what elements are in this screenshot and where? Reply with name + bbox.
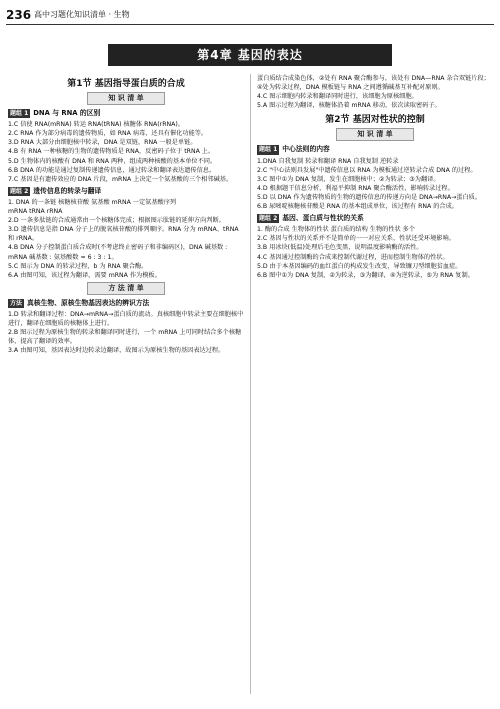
topic-heading — [257, 145, 493, 154]
answer-line: 3.C 图中①为 DNA 复制，发生在细胞核中；②为转录；③为翻译。 — [257, 175, 440, 183]
answer-line: mRNA tRNA rRNA — [8, 208, 63, 216]
answer-line: 2.D 一条多肽链的合成通常由一个核糖体完成；根据图示肽链的延伸方向判断。 — [8, 217, 225, 225]
answer-line: 6.B DNA 的功能是通过复制传递遗传信息，通过转录和翻译表达遗传信息。 — [8, 166, 216, 174]
answer-line: 2.C "中心法则具发展"中遗传信息以 RNA 为模板通过逆转录合成 DNA 的过程。 — [257, 166, 477, 174]
answer-line: 4.C 基因通过控制酶的合成来控制代谢过程，进而控制生物体的性状。 — [257, 253, 449, 261]
answer-line: 1. DNA 的一条链 核糖核苷酸 氨基酸 mRNA 一定氨基酸序列 — [8, 198, 177, 206]
answer-line: 6.B 尿嘧啶核糖核苷酸是 RNA 的基本组成单位，该过程有 RNA 的合成。 — [257, 203, 458, 211]
right-column — [257, 74, 493, 280]
answer-line: 1.DNA 自我复制 转录和翻译 RNA 自我复制 逆转录 — [257, 157, 399, 165]
answer-line: 5.D 由于本基因编码的血红蛋白的构成发生改变，导致镰刀型细胞贫血症。 — [257, 262, 462, 270]
answer-line: 5.D 以 DNA 作为遗传物质的生物的遗传信息的传递方向是 DNA→RNA→蛋白质。 — [257, 193, 482, 201]
answer-line: 5.C 图示为 DNA 的转录过程，b 为 RNA 聚合酶。 — [8, 262, 148, 270]
answer-line: 1. 酶的合成 生物体的性状 蛋白质的结构 生物的性状 多个 — [257, 226, 416, 234]
page-header — [0, 0, 500, 40]
topic-title: 中心法则的内容 — [282, 145, 330, 154]
answer-line: 1.C 信使 RNA(mRNA) 转运 RNA(tRNA) 核糖体 RNA(rRNA)。 — [8, 121, 184, 129]
answer-line: 4.C 图示细胞内转录和翻译同时进行，该细胞为原核细胞。 — [257, 93, 418, 101]
answer-line: 5.A 图示过程为翻译，核糖体沿着 mRNA 移动，依次读取密码子。 — [257, 102, 441, 110]
topic-title: 真核生物、原核生物基因表达的辨识方法 — [27, 298, 150, 307]
answer-line: 4.B DNA 分子控制蛋白质合成时(不考虑终止密码子和非编码区)，DNA 碱基数 : mRNA 碱基数 : 氨基酸数 = 6 : 3 : 1。 — [8, 244, 228, 261]
knowledge-banner: 知 识 清 单 — [336, 128, 414, 141]
page-number: 236 — [6, 8, 32, 22]
answer-line: 6.B 图中①为 DNA 复制，②为转录，③为翻译，④为逆转录，⑤为 RNA 复制。 — [257, 271, 474, 279]
answer-line: 3.D RNA 大部分由细胞核中转录，DNA 是双链，RNA 一般是单链。 — [8, 139, 197, 147]
topic-heading — [8, 299, 244, 308]
topic-tag: 题组 2 — [259, 215, 278, 223]
topic-title: DNA 与 RNA 的区别 — [33, 109, 101, 118]
answer-line: 7.C 基因是有遗传效应的 DNA 片段，mRNA 上决定一个氨基酸的三个相邻碱基。 — [8, 175, 233, 183]
section-title: 第1节 基因指导蛋白质的合成 — [67, 79, 185, 89]
topic-heading — [8, 109, 244, 118]
answer-line: 3.B 用冰块(低温)处理后毛色变黑，说明温度影响酶的活性。 — [257, 244, 423, 252]
answer-line: 2.C RNA 作为部分病毒的遗传物质，如 RNA 病毒，还具有催化功能等。 — [8, 130, 208, 138]
answer-line: 蛋白质结合成染色体，②处有 RNA 聚合酶参与，该处有 DNA—RNA 杂合双链片段；④处为转录过程，DNA 模板链与 RNA 之间遵循碱基互补配对原则。 — [257, 75, 490, 92]
answer-line: 4.D 根据题干信息分析，利福平抑制 RNA 聚合酶活性，影响转录过程。 — [257, 184, 454, 192]
method-banner: 方 法 清 单 — [87, 282, 165, 295]
answer-line: 3.D 遗传信息是指 DNA 分子上的脱氧核苷酸的排列顺序。RNA 分为 mRNA、tRNA 和 rRNA。 — [8, 226, 239, 243]
header-rule — [6, 24, 494, 25]
answer-line: 3.A 由图可知，基因表达时边转录边翻译，故图示为原核生物的基因表达过程。 — [8, 347, 225, 355]
topic-tag: 题组 2 — [10, 187, 29, 195]
topic-heading — [8, 187, 244, 196]
answer-line: 1.D 转录和翻译过程：DNA→mRNA→蛋白质的流动。真核细胞中转录主要在细胞核中进行，翻译在细胞质的核糖体上进行。 — [8, 310, 244, 327]
topic-title: 遗传信息的转录与翻译 — [33, 186, 102, 195]
answer-line: 5.D 生物体内的核酸有 DNA 和 RNA 两种，组成两种核酸的基本单位不同。 — [8, 157, 217, 165]
answer-line: 2.B 图示过程为原核生物的转录和翻译同时进行，一个 mRNA 上可同时结合多个核糖体，提高了翻译的效率。 — [8, 329, 242, 346]
column-divider — [250, 74, 251, 694]
section-title: 第2节 基因对性状的控制 — [325, 115, 425, 126]
running-title: 高中习题化知识清单 · 生物 — [34, 10, 130, 19]
topic-title: 基因、蛋白质与性状的关系 — [282, 214, 364, 223]
answer-line: 4.B 有 RNA 一种核糖的生物的遗传物质是 RNA，反密码子位于 tRNA 上。 — [8, 148, 215, 156]
topic-tag: 方法 — [10, 299, 23, 307]
answer-line: 2.C 基因与性状的关系并不是简单的一一对应关系，性状还受环境影响。 — [257, 235, 455, 243]
topic-heading — [257, 214, 493, 223]
knowledge-banner: 知 识 清 单 — [87, 92, 165, 105]
topic-tag: 题组 1 — [259, 146, 278, 154]
left-column — [8, 74, 244, 355]
chapter-title: 第4章 基因的表达 — [108, 44, 392, 66]
answer-line: 6.A 由图可知，该过程为翻译，需要 mRNA 作为模板。 — [8, 271, 161, 279]
topic-tag: 题组 1 — [10, 110, 29, 118]
